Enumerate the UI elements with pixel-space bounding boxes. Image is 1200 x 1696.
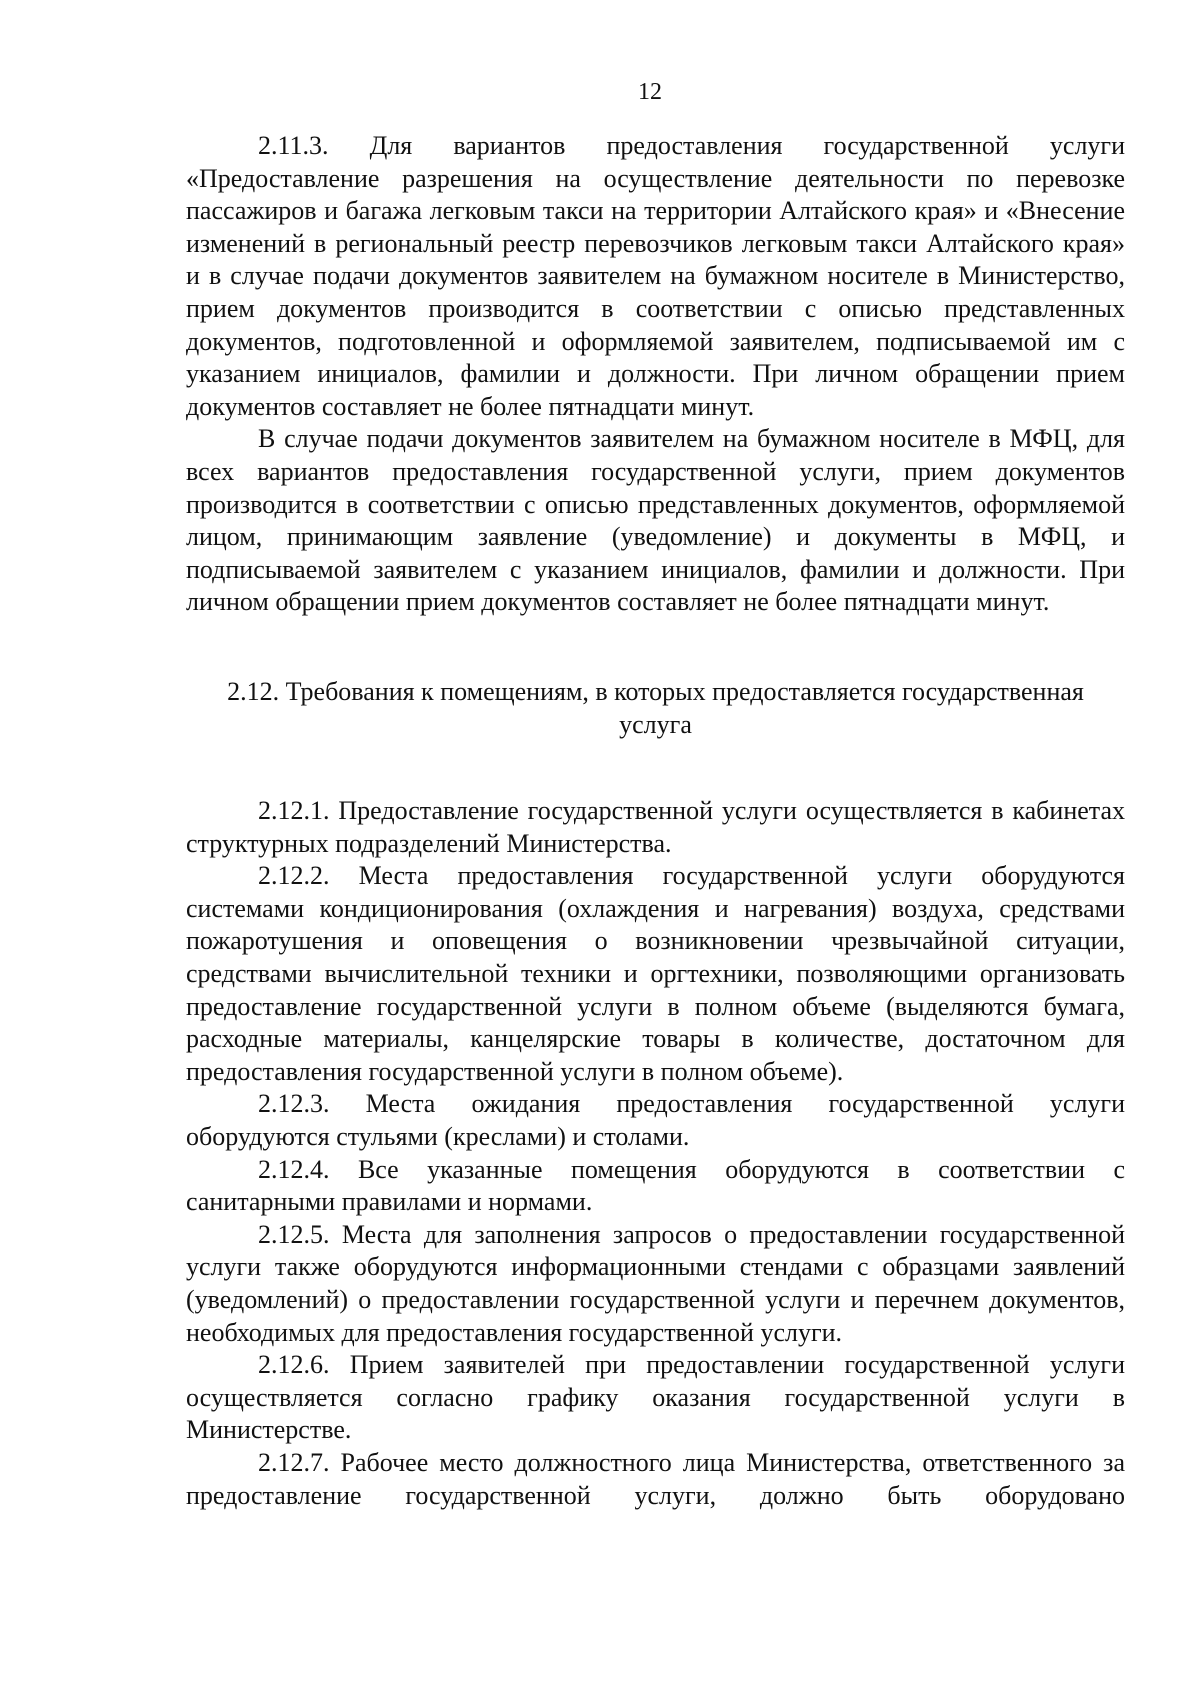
document-body bbox=[186, 130, 1125, 1512]
paragraph-2-12-3: 2.12.3. Места ожидания предоставления государственной услуги оборудуются стульями (креслами) и столами. bbox=[186, 1089, 1125, 1152]
paragraph-2-12-4: 2.12.4. Все указанные помещения оборудуются в соответствии с санитарными правилами и нормами. bbox=[186, 1154, 1125, 1217]
paragraph-2-11-3: 2.11.3. Для вариантов предоставления государственной услуги «Предоставление разрешения на осуществление деятельности по перевозке пассажиров и багажа легковым такси на территории Алтайского края» и «Внесение изменений в региональный реестр перевозчиков легковым такси Алтайского края» и в случае подачи документов заявителем на бумажном носителе в Министерство, прием документов производится в соответствии с описью представленных документов, подготовленной и оформляемой заявителем, подписываемой им с указанием инициалов, фамилии и должности. При личном обращении прием документов составляет не более пятнадцати минут. bbox=[186, 131, 1125, 421]
paragraph-2-12-6: 2.12.6. Прием заявителей при предоставлении государственной услуги осуществляется согласно графику оказания государственной услуги в Министерстве. bbox=[186, 1350, 1125, 1445]
paragraph-2-12-1: 2.12.1. Предоставление государственной услуги осуществляется в кабинетах структурных подразделений Министерства. bbox=[186, 796, 1125, 858]
page-number: 12 bbox=[638, 79, 662, 105]
section-heading-line-1: 2.12. Требования к помещениям, в которых предоставляется государственная bbox=[227, 676, 1084, 706]
heading-spacer bbox=[186, 741, 1125, 795]
section-heading-2-12 bbox=[186, 676, 1125, 741]
paragraph-2-12-7: 2.12.7. Рабочее место должностного лица Министерства, ответственного за предоставление государственной услуги, должно быть оборудовано bbox=[186, 1447, 1125, 1510]
paragraph-2-12-2: 2.12.2. Места предоставления государственной услуги оборудуются системами кондиционирования (охлаждения и нагревания) воздуха, средствами пожаротушения и оповещения о возникновении чрезвычайной ситуации, средствами вычислительной техники и оргтехники, позволяющими организовать предоставление государственной услуги в полном объеме (выделяются бумага, расходные материалы, канцелярские товары в количестве, достаточном для предоставления государственной услуги в полном объеме). bbox=[186, 861, 1125, 1086]
paragraph-mfc-submission: В случае подачи документов заявителем на бумажном носителе в МФЦ, для всех вариантов предоставления государственной услуги, прием документов производится в соответствии с описью представленных документов, оформляемой лицом, принимающим заявление (уведомление) и документы в МФЦ, и подписываемой заявителем с указанием инициалов, фамилии и должности. При личном обращении прием документов составляет не более пятнадцати минут. bbox=[186, 424, 1125, 617]
paragraph-2-12-5: 2.12.5. Места для заполнения запросов о предоставлении государственной услуги также оборудуются информационными стендами с образцами заявлений (уведомлений) о предоставлении государственной услуги и перечнем документов, необходимых для предоставления государственной услуги. bbox=[186, 1219, 1125, 1347]
section-heading-line-2: услуга bbox=[619, 709, 692, 739]
